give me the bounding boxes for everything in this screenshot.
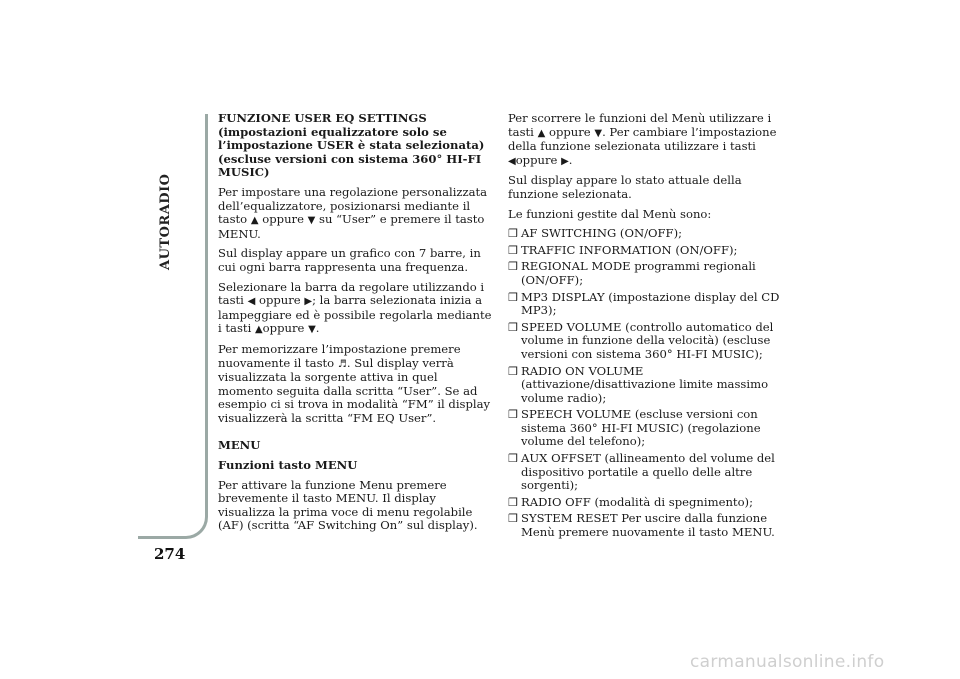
checkbox-icon: ❒ — [508, 452, 518, 466]
left-column — [218, 112, 496, 539]
checkbox-icon: ❒ — [508, 495, 518, 509]
paragraph-menu-list-intro: Le funzioni gestite dal Menù sono: — [508, 206, 712, 221]
checkbox-icon: ❒ — [508, 290, 518, 304]
checkbox-icon: ❒ — [508, 260, 518, 274]
list-item: ❒ SPEED VOLUME (controllo automatico del volume in funzione della velocità) (escluse versioni con sistema 360° HI-FI MUSIC); — [508, 319, 774, 361]
arrow-left-icon: ◀ — [247, 296, 256, 308]
checkbox-icon: ❒ — [508, 408, 518, 422]
list-item: ❒ SPEECH VOLUME (escluse versioni con sistema 360° HI-FI MUSIC) (regolazione volume del telefono); — [508, 407, 761, 449]
list-item: ❒ MP3 DISPLAY (impostazione display del CD MP3); — [508, 289, 780, 318]
list-item: ❒ AF SWITCHING (ON/OFF); — [508, 226, 683, 241]
checkbox-icon: ❒ — [508, 227, 518, 241]
paragraph-graph: Sul display appare un grafico con 7 barre, in cui ogni barra rappresenta una frequenza. — [218, 246, 481, 274]
arrow-down-icon: ▼ — [308, 324, 316, 336]
checkbox-icon: ❒ — [508, 364, 518, 378]
list-item: ❒ SYSTEM RESET Per uscire dalla funzione Menù premere nuovamente il tasto MENU. — [508, 511, 775, 540]
list-item: ❒ RADIO OFF (modalità di spegnimento); — [508, 494, 753, 509]
checkbox-icon: ❒ — [508, 320, 518, 334]
paragraph-display-status: Sul display appare lo stato attuale della funzione selezionata. — [508, 173, 742, 201]
checkbox-icon: ❒ — [508, 243, 518, 257]
arrow-up-icon: ▲ — [537, 127, 546, 139]
arrow-right-icon: ▶ — [561, 155, 569, 167]
list-item: ❒ RADIO ON VOLUME (attivazione/disattivazione limite massimo volume radio); — [508, 363, 769, 405]
paragraph-menu-scroll: Per scorrere le funzioni del Menù utilizzare i tasti ▲ oppure ▼. Per cambiare l’impostazione della funzione selezionata utilizzare i tasti ◀oppure ▶. — [508, 111, 777, 167]
list-item: ❒ REGIONAL MODE programmi regionali (ON/OFF); — [508, 259, 756, 287]
paragraph-user-eq-intro: Per impostare una regolazione personalizzata dell’equalizzatore, posizionarsi mediante il tasto ▲ oppure ▼ su “User” e premere il tasto MENU. — [218, 184, 488, 241]
subheading-menu-functions: Funzioni tasto MENU — [218, 458, 358, 473]
page-number: 274 — [154, 545, 186, 563]
checkbox-icon: ❒ — [508, 512, 518, 526]
arrow-left-icon: ◀ — [508, 155, 516, 167]
list-item: ❒ TRAFFIC INFORMATION (ON/OFF); — [508, 242, 738, 257]
arrow-down-icon: ▼ — [594, 127, 603, 139]
menu-function-list — [508, 227, 786, 539]
arrow-up-icon: ▲ — [250, 215, 259, 227]
right-column — [508, 112, 786, 543]
watermark: carmanualsonline.info — [690, 652, 885, 672]
chapter-label: AUTORADIO — [158, 173, 173, 270]
paragraph-menu-activate: Per attivare la funzione Menu premere brevemente il tasto MENU. Il display visualizza la prima voce di menu regolabile (AF) (scritta “AF Switching On” sul display). — [218, 477, 478, 533]
paragraph-select-bar: Selezionare la barra da regolare utilizzando i tasti ◀ oppure ▶; la barra selezionata inizia a lampeggiare ed è possibile regolarla mediante i tasti ▲oppure ▼. — [218, 279, 492, 336]
music-note-icon: ♬ — [337, 358, 347, 370]
paragraph-memorize: Per memorizzare l’impostazione premere nuovamente il tasto ♬. Sul display verrà visualizzata la sorgente attiva in quel momento seguita dalla scritta “User”. Se ad esempio ci si trova in modalità “FM” il display visualizzerà la scritta “FM EQ User”. — [218, 341, 491, 425]
section-heading-menu: MENU — [218, 438, 261, 453]
chapter-margin-bar — [138, 114, 208, 539]
arrow-right-icon: ▶ — [304, 296, 313, 308]
arrow-up-icon: ▲ — [254, 324, 263, 336]
section-heading-user-eq: FUNZIONE USER EQ SETTINGS (impostazioni equalizzatore solo se l’impostazione USER è stata selezionata) (escluse versioni con sistema 360° HI-FI MUSIC) — [218, 111, 485, 180]
arrow-down-icon: ▼ — [307, 215, 316, 227]
list-item: ❒ AUX OFFSET (allineamento del volume del dispositivo portatile a quello delle altre sorgenti); — [508, 451, 775, 493]
